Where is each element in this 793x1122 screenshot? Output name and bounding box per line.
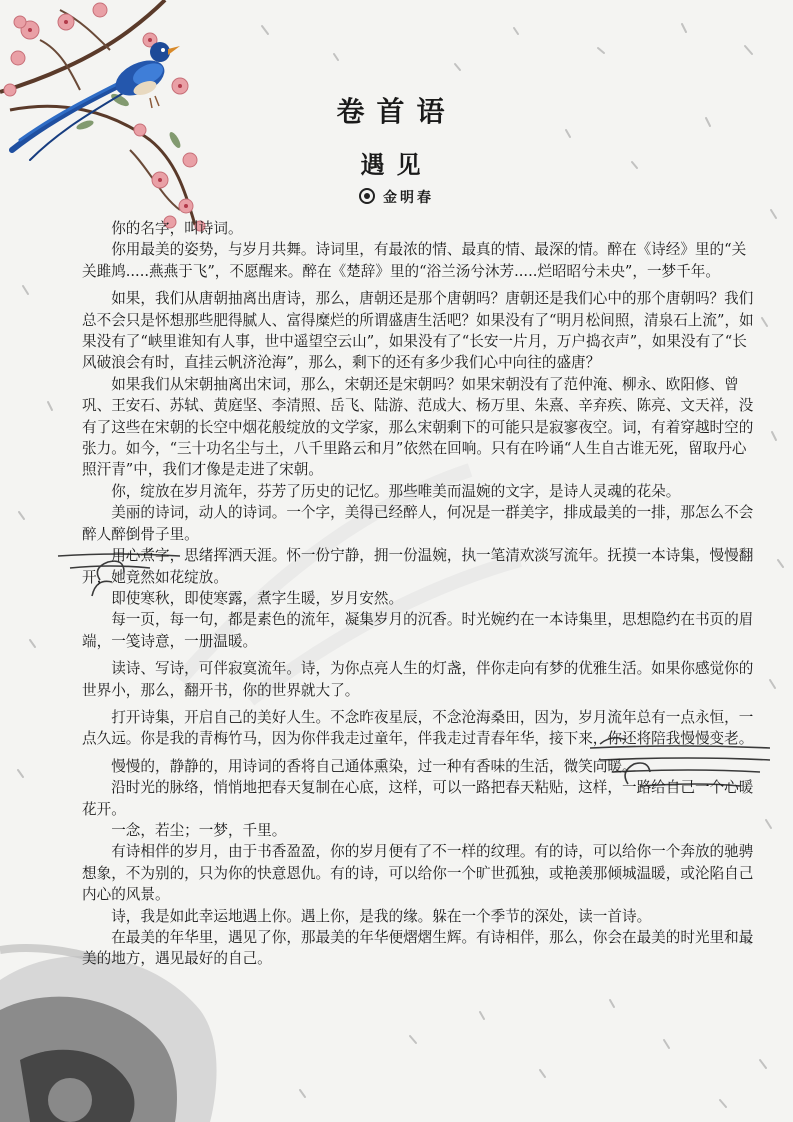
paragraph: 用心煮字，思绪挥洒天涯。怀一份宁静，拥一份温婉，执一笔清欢淡写流年。抚摸一本诗集，慢慢翻开，她竟然如花绽放。 xyxy=(82,547,754,586)
paragraph: 如果，我们从唐朝抽离出唐诗，那么，唐朝还是那个唐朝吗？唐朝还是我们心中的那个唐朝吗？我们总不会只是怀想那些肥得腻人、富得糜烂的所谓盛唐生活吧？如果没有了“明月松间照，清泉石上流”，如果没有了“峡里谁知有人事，世中遥望空云山”，如果没有了“长安一片月，万户捣衣声”，如果没有了“长风破浪会有时，直挂云帆济沧海”，那么，剩下的还有多少我们心中向往的盛唐？ xyxy=(82,290,754,372)
author-line xyxy=(0,187,793,207)
paragraph: 即使寒秋，即使寒露，煮字生暖，岁月安然。 xyxy=(111,589,404,607)
paragraph: 你用最美的姿势，与岁月共舞。诗词里，有最浓的情、最真的情、最深的情。醉在《诗经》里的“关关雎鸠.....燕燕于飞”，不愿醒来。醉在《楚辞》里的“浴兰汤兮沐芳.....烂昭昭兮未央”，一梦千年。 xyxy=(82,241,747,280)
paragraph: 每一页，每一句，都是素色的流年，凝集岁月的沉香。时光婉约在一本诗集里，思想隐约在书页的眉端，一笺诗意，一册温暖。 xyxy=(82,611,754,650)
author-name: 金明春 xyxy=(383,190,434,206)
page-title: 卷首语 xyxy=(336,95,457,128)
paragraph: 慢慢的，静静的，用诗词的香将自己通体熏染，过一种有香味的生活，微笑向暖。 xyxy=(111,757,637,775)
paragraph: 在最美的年华里，遇见了你，那最美的年华便熠熠生辉。有诗相伴，那么，你会在最美的时光里和最美的地方，遇见最好的自己。 xyxy=(82,929,754,968)
article-title: 遇见 xyxy=(360,150,433,179)
bullseye-icon xyxy=(359,188,375,204)
article-body xyxy=(82,218,760,970)
paragraph: 你，绽放在岁月流年，芬芳了历史的记忆。那些唯美而温婉的文字，是诗人灵魂的花朵。 xyxy=(111,482,681,500)
paragraph: 美丽的诗词，动人的诗词。一个字，美得已经醉人，何况是一群美字，排成最美的一排，那怎么不会醉人醉倒骨子里。 xyxy=(82,504,754,543)
paragraph: 诗，我是如此幸运地遇上你。遇上你，是我的缘。躲在一个季节的深处，读一首诗。 xyxy=(111,907,652,925)
paragraph: 读诗、写诗，可伴寂寞流年。诗，为你点亮人生的灯盏，伴你走向有梦的优雅生活。如果你感觉你的世界小，那么，翻开书，你的世界就大了。 xyxy=(82,660,754,699)
paragraph: 一念，若尘；一梦，千里。 xyxy=(111,821,287,839)
paragraph: 打开诗集，开启自己的美好人生。不念昨夜星辰，不念沧海桑田，因为，岁月流年总有一点永恒，一点久远。你是我的青梅竹马，因为你伴我走过童年，伴我走过青春年华，接下来，你还将陪我慢慢变老。 xyxy=(82,708,754,748)
paragraph: 有诗相伴的岁月，由于书香盈盈，你的岁月便有了不一样的纹理。有的诗，可以给你一个奔放的驰骋想象，不为别的，只为你的快意恩仇。有的诗，可以给你一个旷世孤独，或艳羡那倾城温暖，或沦陷自己内心的风景。 xyxy=(82,843,754,904)
paragraph: 沿时光的脉络，悄悄地把春天复制在心底，这样，可以一路把春天粘贴，这样，一路给自己一个心暖花开。 xyxy=(82,779,754,818)
paragraph: 如果我们从宋朝抽离出宋词，那么，宋朝还是宋朝吗？如果宋朝没有了范仲淹、柳永、欧阳修、曾巩、王安石、苏轼、黄庭坚、李清照、岳飞、陆游、范成大、杨万里、朱熹、辛弃疾、陈亮、文天祥，没有了这些在宋朝的长空中烟花般绽放的文学家，那么宋朝剩下的可能只是寂寥夜空。词，有着穿越时空的张力。如今，“三十功名尘与土，八千里路云和月”依然在回响。只有在吟诵“人生自古谁无死，留取丹心照汗青”中，我们才像是走进了宋朝。 xyxy=(82,375,754,479)
paragraph: 你的名字，叫诗词。 xyxy=(111,220,243,237)
